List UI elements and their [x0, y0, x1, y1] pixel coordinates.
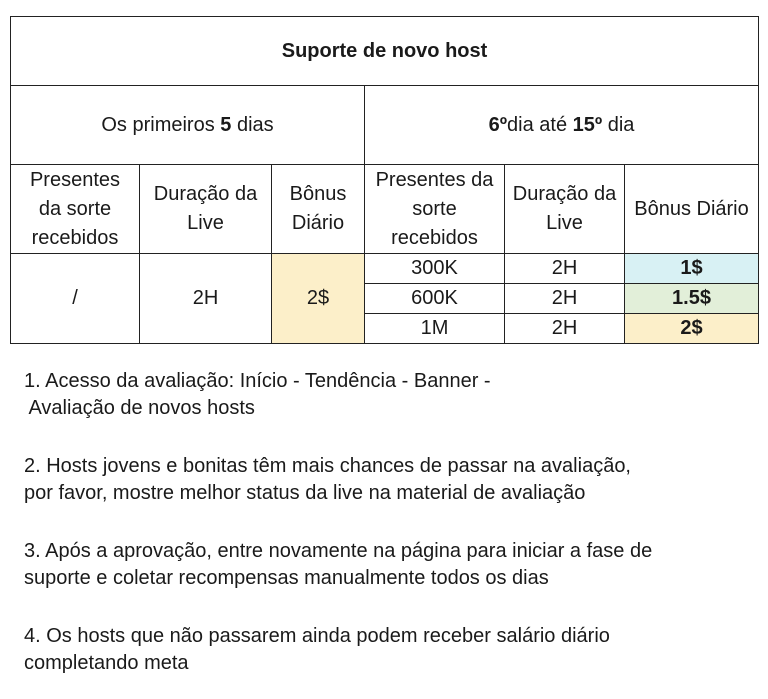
- header-gifts-right: [365, 165, 505, 254]
- header-line: Presentes da: [375, 168, 494, 191]
- note-line: 2. Hosts jovens e bonitas têm mais chances de passar na avaliação,: [24, 455, 631, 477]
- header-bonus-right: [625, 165, 759, 254]
- period1-bold: 5: [220, 113, 232, 136]
- right-duration-1: 2H: [505, 254, 625, 284]
- note-line: Avaliação de novos hosts: [24, 397, 255, 419]
- right-bonus-1: 1$: [625, 254, 759, 284]
- header-line: da sorte: [38, 197, 112, 220]
- period-day6-15: [365, 86, 759, 165]
- header-line: recebidos: [391, 226, 478, 249]
- period2-suffix: dia: [602, 113, 635, 136]
- period1-suffix: dias: [231, 113, 274, 136]
- header-line: Duração da: [153, 183, 258, 205]
- notes-list: [24, 368, 754, 677]
- note-line: suporte e coletar recompensas manualmente todos os dias: [24, 567, 549, 589]
- note-3: [24, 538, 754, 592]
- header-line: Bônus Diário: [634, 197, 749, 220]
- header-line: sorte: [412, 197, 457, 220]
- left-bonus-value: 2$: [272, 254, 365, 344]
- note-line: 3. Após a aprovação, entre novamente na página para iniciar a fase de: [24, 540, 653, 562]
- period1-prefix: Os primeiros: [101, 113, 221, 136]
- header-line: Presentes: [29, 168, 121, 191]
- right-duration-3: 2H: [505, 314, 625, 344]
- header-line: Bônus: [289, 183, 347, 205]
- right-duration-2: 2H: [505, 284, 625, 314]
- right-bonus-2: 1.5$: [625, 284, 759, 314]
- support-table: [10, 16, 759, 344]
- right-gifts-600k: 600K: [365, 284, 505, 314]
- header-bonus-left: [272, 165, 365, 254]
- header-gifts-left: [11, 165, 140, 254]
- period2-bold2: 15º: [572, 113, 603, 136]
- note-2: [24, 453, 754, 507]
- right-gifts-1m: 1M: [365, 314, 505, 344]
- header-line: recebidos: [31, 226, 119, 249]
- note-1: [24, 368, 754, 422]
- left-gifts-value: /: [11, 254, 140, 344]
- note-line: 1. Acesso da avaliação: Início - Tendência - Banner -: [24, 370, 491, 392]
- note-line: 4. Os hosts que não passarem ainda podem receber salário diário: [24, 625, 610, 647]
- period-first-days: [11, 86, 365, 165]
- note-line: por favor, mostre melhor status da live na material de avaliação: [24, 482, 586, 504]
- header-duration-left: [140, 165, 272, 254]
- header-line: Live: [546, 212, 583, 234]
- note-line: completando meta: [24, 652, 189, 674]
- header-line: Diário: [291, 212, 345, 234]
- right-bonus-3: 2$: [625, 314, 759, 344]
- period2-bold1: 6º: [488, 113, 508, 136]
- header-line: Duração da: [512, 183, 617, 205]
- header-line: Live: [187, 212, 224, 234]
- right-gifts-300k: 300K: [365, 254, 505, 284]
- header-duration-right: [505, 165, 625, 254]
- table-title: Suporte de novo host: [11, 17, 759, 86]
- left-duration-value: 2H: [140, 254, 272, 344]
- note-4: [24, 623, 754, 677]
- period2-middle: dia até: [507, 113, 573, 136]
